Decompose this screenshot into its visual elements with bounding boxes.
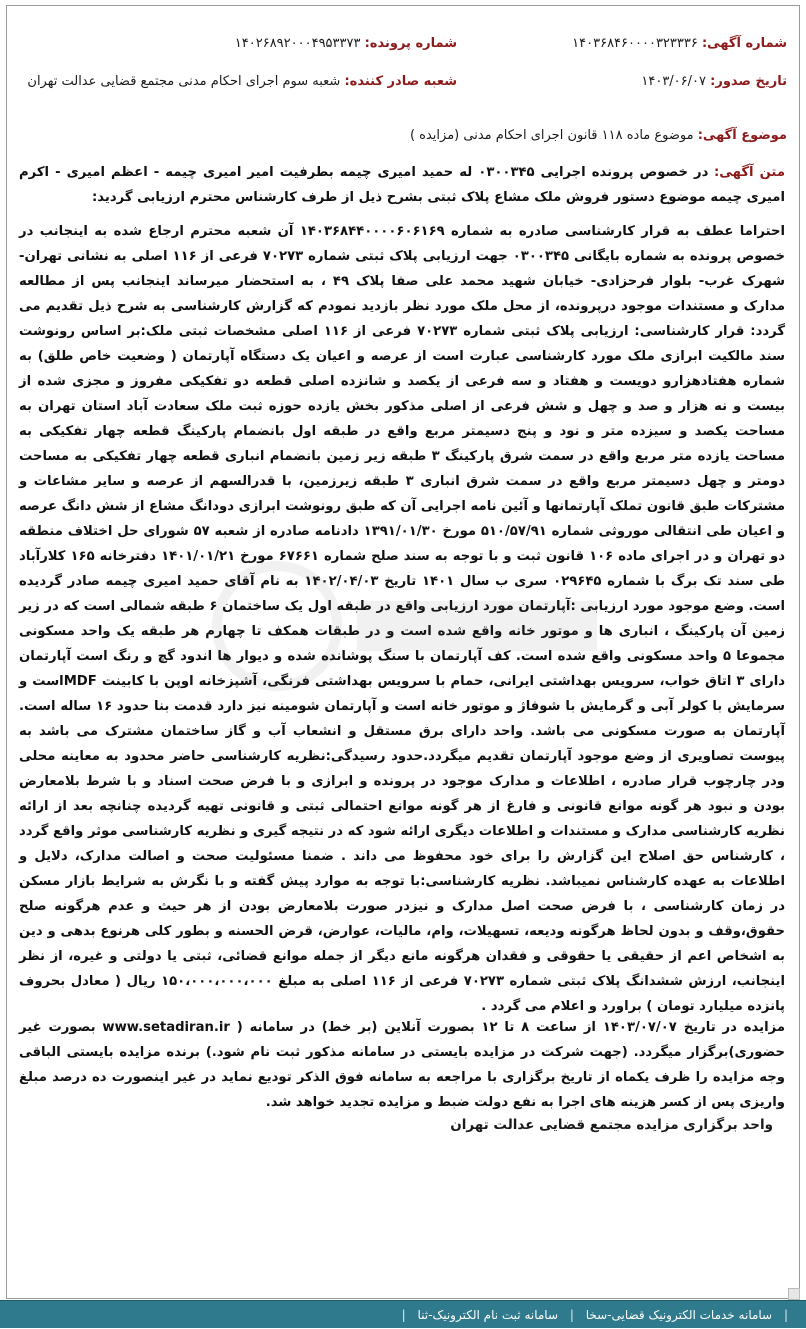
issue-date-value: ۱۴۰۳/۰۶/۰۷	[641, 74, 706, 89]
footer-bar	[0, 1300, 806, 1328]
footer-sep-2: |	[569, 1308, 574, 1322]
subject-label: موضوع آگهی:	[697, 128, 787, 143]
auction-text: مزایده در تاریخ ۱۴۰۳/۰۷/۰۷ از ساعت ۸ تا ۱۲ بصورت آنلاین (بر خط) در سامانه ( www.setadiran.ir بصورت غیر حضوری)برگزار میگردد. (جهت شرکت در مزایده بایستی در سامانه مذکور ثبت نام شود.) برنده مزایده بایستی الباقی وجه مزایده را ظرف یکماه از تاریخ برگزاری با مراجعه به سامانه فوق الذکر توديع نماید در غیر اینصورت ده درصد مبلغ واریزی پس از کسر هزینه های اجرا به نفع دولت ضبط و مزایده تجدید خواهد شد.	[19, 1020, 785, 1110]
footer-sep-1: |	[783, 1308, 788, 1322]
notice-frame	[6, 5, 800, 1299]
subject-value: موضوع ماده ۱۱۸ قانون اجرای احکام مدنی (مزایده )	[409, 128, 694, 143]
ad-number-label: شماره آگهی:	[701, 36, 787, 51]
issue-date-label: تاریخ صدور:	[710, 74, 787, 89]
issue-date	[641, 74, 787, 89]
issuer	[27, 74, 457, 89]
signature: واحد برگزاری مزایده مجتمع قضایی عدالت تهران	[450, 1117, 773, 1133]
footer-link-sakha[interactable]: سامانه خدمات الکترونیک قضایی-سخا	[585, 1308, 773, 1322]
issuer-value: شعبه سوم اجرای احکام مدنی مجتمع قضایی عدالت تهران	[27, 74, 341, 89]
subject-line	[19, 128, 787, 143]
body-label: متن آگهی:	[714, 165, 785, 180]
case-number	[235, 36, 457, 51]
ad-number-value: ۱۴۰۳۶۸۴۶۰۰۰۰۳۲۳۳۳۶	[572, 36, 698, 51]
case-number-value: ۱۴۰۲۶۸۹۲۰۰۰۴۹۵۳۳۷۳	[234, 36, 361, 51]
issuer-label: شعبه صادر کننده:	[344, 74, 457, 89]
case-number-label: شماره پرونده:	[364, 36, 457, 51]
footer-sep-3: |	[401, 1308, 406, 1322]
scroll-arrow-icon[interactable]	[788, 1288, 800, 1300]
notice-intro	[19, 160, 785, 210]
header-row-1	[19, 36, 787, 62]
footer-link-sana[interactable]: سامانه ثبت نام الکترونیک-ثنا	[417, 1308, 559, 1322]
intro-text: در خصوص پرونده اجرایی ۰۳۰۰۳۴۵ له حمید امیری چیمه بطرفیت امیر امیری چیمه - اعظم امیری - اکرم امیری چیمه موضوع دستور فروش ملک مشاع پلاک ثبتی بشرح ذیل از طرف کارشناس محترم ارزیابی گردید:	[19, 165, 785, 205]
ad-number	[572, 36, 787, 51]
expert-report-text: احتراما عطف به قرار کارشناسی صادره به شماره ۱۴۰۳۶۸۴۴۰۰۰۰۶۰۶۱۶۹ آن شعبه محترم ارجاع شده به اینجانب در خصوص پرونده به شماره بایگانی ۰۳۰۰۳۴۵ جهت ارزیابی پلاک ثبتی شماره ۷۰۲۷۳ فرعی از ۱۱۶ اصلی به نشانی تهران- شهرک غرب- بلوار فرحزادی- خیابان شهید محمد علی صفا پلاک ۴۹ ، به استحضار میرساند اینجانب پس از مطالعه مدارک و مستندات موجود درپرونده، از محل ملک مورد نظر بازدید نمودم که گزارش کارشناسی به شرح ذیل تقدیم می گردد: قرار کارشناسی: ارزیابی پلاک ثبتی شماره ۷۰۲۷۳ فرعی از ۱۱۶ اصلی مشخصات ثبتی ملک:بر اساس رونوشت سند مالکیت ابرازی ملک مورد کارشناسی عبارت است از عرصه و اعیان یک دستگاه آپارتمان ( وضعیت خاص طلق) به شماره هفتادهزارو دویست و هفتاد و سه فرعی از یکصد و شانزده اصلی قطعه دو تفکیکی مفروز و مجزی شده از بیست و نه هزار و صد و چهل و شش فرعی از اصلی مذکور بخش یازده حوزه ثبت ملک سعادت آباد استان تهران به مساحت یکصد و سیزده متر و نود و پنج دسیمتر مربع واقع در طبقه اول بانضمام پارکینگ قطعه چهار تفکیکی به مساحت یازده متر مربع واقع در سمت شرق پارکینگ ۳ طبقه زیر زمین بانضمام انباری قطعه چهار تفکیکی به مساحت دومتر و چهل دسیمتر مربع واقع در سمت شرق انباری ۳ طبقه زیرزمین، با قدرالسهم از عرصه و سایر مشاعات و مشترکات طبق قانون تملک آپارتمانها و آئین نامه اجرایی آن که طبق رونوشت ابرازی دودانگ مشاع از شش دانگ عرصه و اعیان طی انتقالی موروثی شماره ۵۱۰/۵۷/۹۱ مورخ ۱۳۹۱/۰۱/۳۰ دادنامه صادره از شعبه ۵۷ شورای حل اختلاف منطقه دو تهران و در اجرای ماده ۱۰۶ قانون ثبت و با توجه به سند صلح شماره ۶۷۶۶۱ مورخ ۱۴۰۱/۰۱/۲۱ دفترخانه ۱۶۵ کلارآباد طی سند تک برگ با شماره ۰۲۹۶۴۵ سری ب سال ۱۴۰۱ تاریخ ۱۴۰۲/۰۴/۰۳ به نام آقای حمید امیری چیمه صادر گردیده است. وضع موجود مورد ارزیابی :آپارتمان مورد ارزیابی واقع در طبقه اول یک ساختمان ۶ طبقه شمالی است که در زیر زمین آن پارکینگ ، انباری ها و موتور خانه واقع شده است و در طبقات همکف تا چهارم هر طبقه یک واحد مسکونی مجموعا ۵ واحد مسکونی واقع شده است. کف آپارتمان با سنگ پوشانده شده و دیوار ها اندود گچ و رنگ است آپارتمان دارای ۳ اتاق خواب، سرویس بهداشتی ایرانی، حمام با سرویس بهداشتی فرنگی، آشپزخانه اوپن با کابینت MDFاست و سرمایش با کولر آبی و گرمایش با شوفاژ و موتور خانه است و آپارتمان شومینه نیز دارد قدمت بنا حدود ۱۶ ساله است. آپارتمان به صورت مسکونی می باشد. واحد دارای برق مستقل و انشعاب آب و گاز ساختمان مشترک می باشد به پیوست تصاویری از وضع موجود آپارتمان تقدیم میگردد.حدود رسیدگی:نظریه کارشناسی حاضر محدود به معاینه محلی ودر چارچوب قرار صادره ، اطلاعات و مدارک موجود در پرونده و ابرازی و با فرض صحت اسناد و با شرط بلامعارض بودن و نبود هر گونه موانع قانونی و فارغ از هر گونه موانع احتمالی ثبتی و قانونی تهیه گردیده چنانچه بعد از ارائه نظریه کارشناسی مدارک و مستندات و اطلاعات دیگری ارائه شود که در نتیجه گیری و نظریه کارشناسی موثر واقع گردد ، کارشناس حق اصلاح این گزارش را برای خود محفوظ می داند . ضمنا مسئولیت صحت و اصالت مدارک، دلایل و اطلاعات به عهده کارشناس نمیباشد. نظریه کارشناسی:با توجه به موارد پیش گفته و با نگرش به شرایط بازار مسکن در زمان کارشناسی ، با فرض صحت اصل مدارک و نیزدر صورت بلامعارض بودن از هر حیث و عدم هرگونه صلح حقوق،وقف و بدون لحاظ هرگونه ودیعه، تسهیلات، وام، مالیات، عوارض، قرض الحسنه و بطور کلی هرنوع بدهی و دین به اشخاص اعم از حقیقی یا حقوقی و فقدان هرگونه مانع دیگر از جمله موانع قضائی، ثبتی یا دولتی و غیره، از نظر اینجانب، ارزش ششدانگ پلاک ثبتی شماره ۷۰۲۷۳ فرعی از ۱۱۶ اصلی به مبلغ ۱۵۰،۰۰۰،۰۰۰،۰۰۰ ریال ( معادل بحروف پانزده میلیارد تومان ) براورد و اعلام می گردد .	[19, 224, 786, 1014]
header-row-2	[19, 74, 787, 100]
